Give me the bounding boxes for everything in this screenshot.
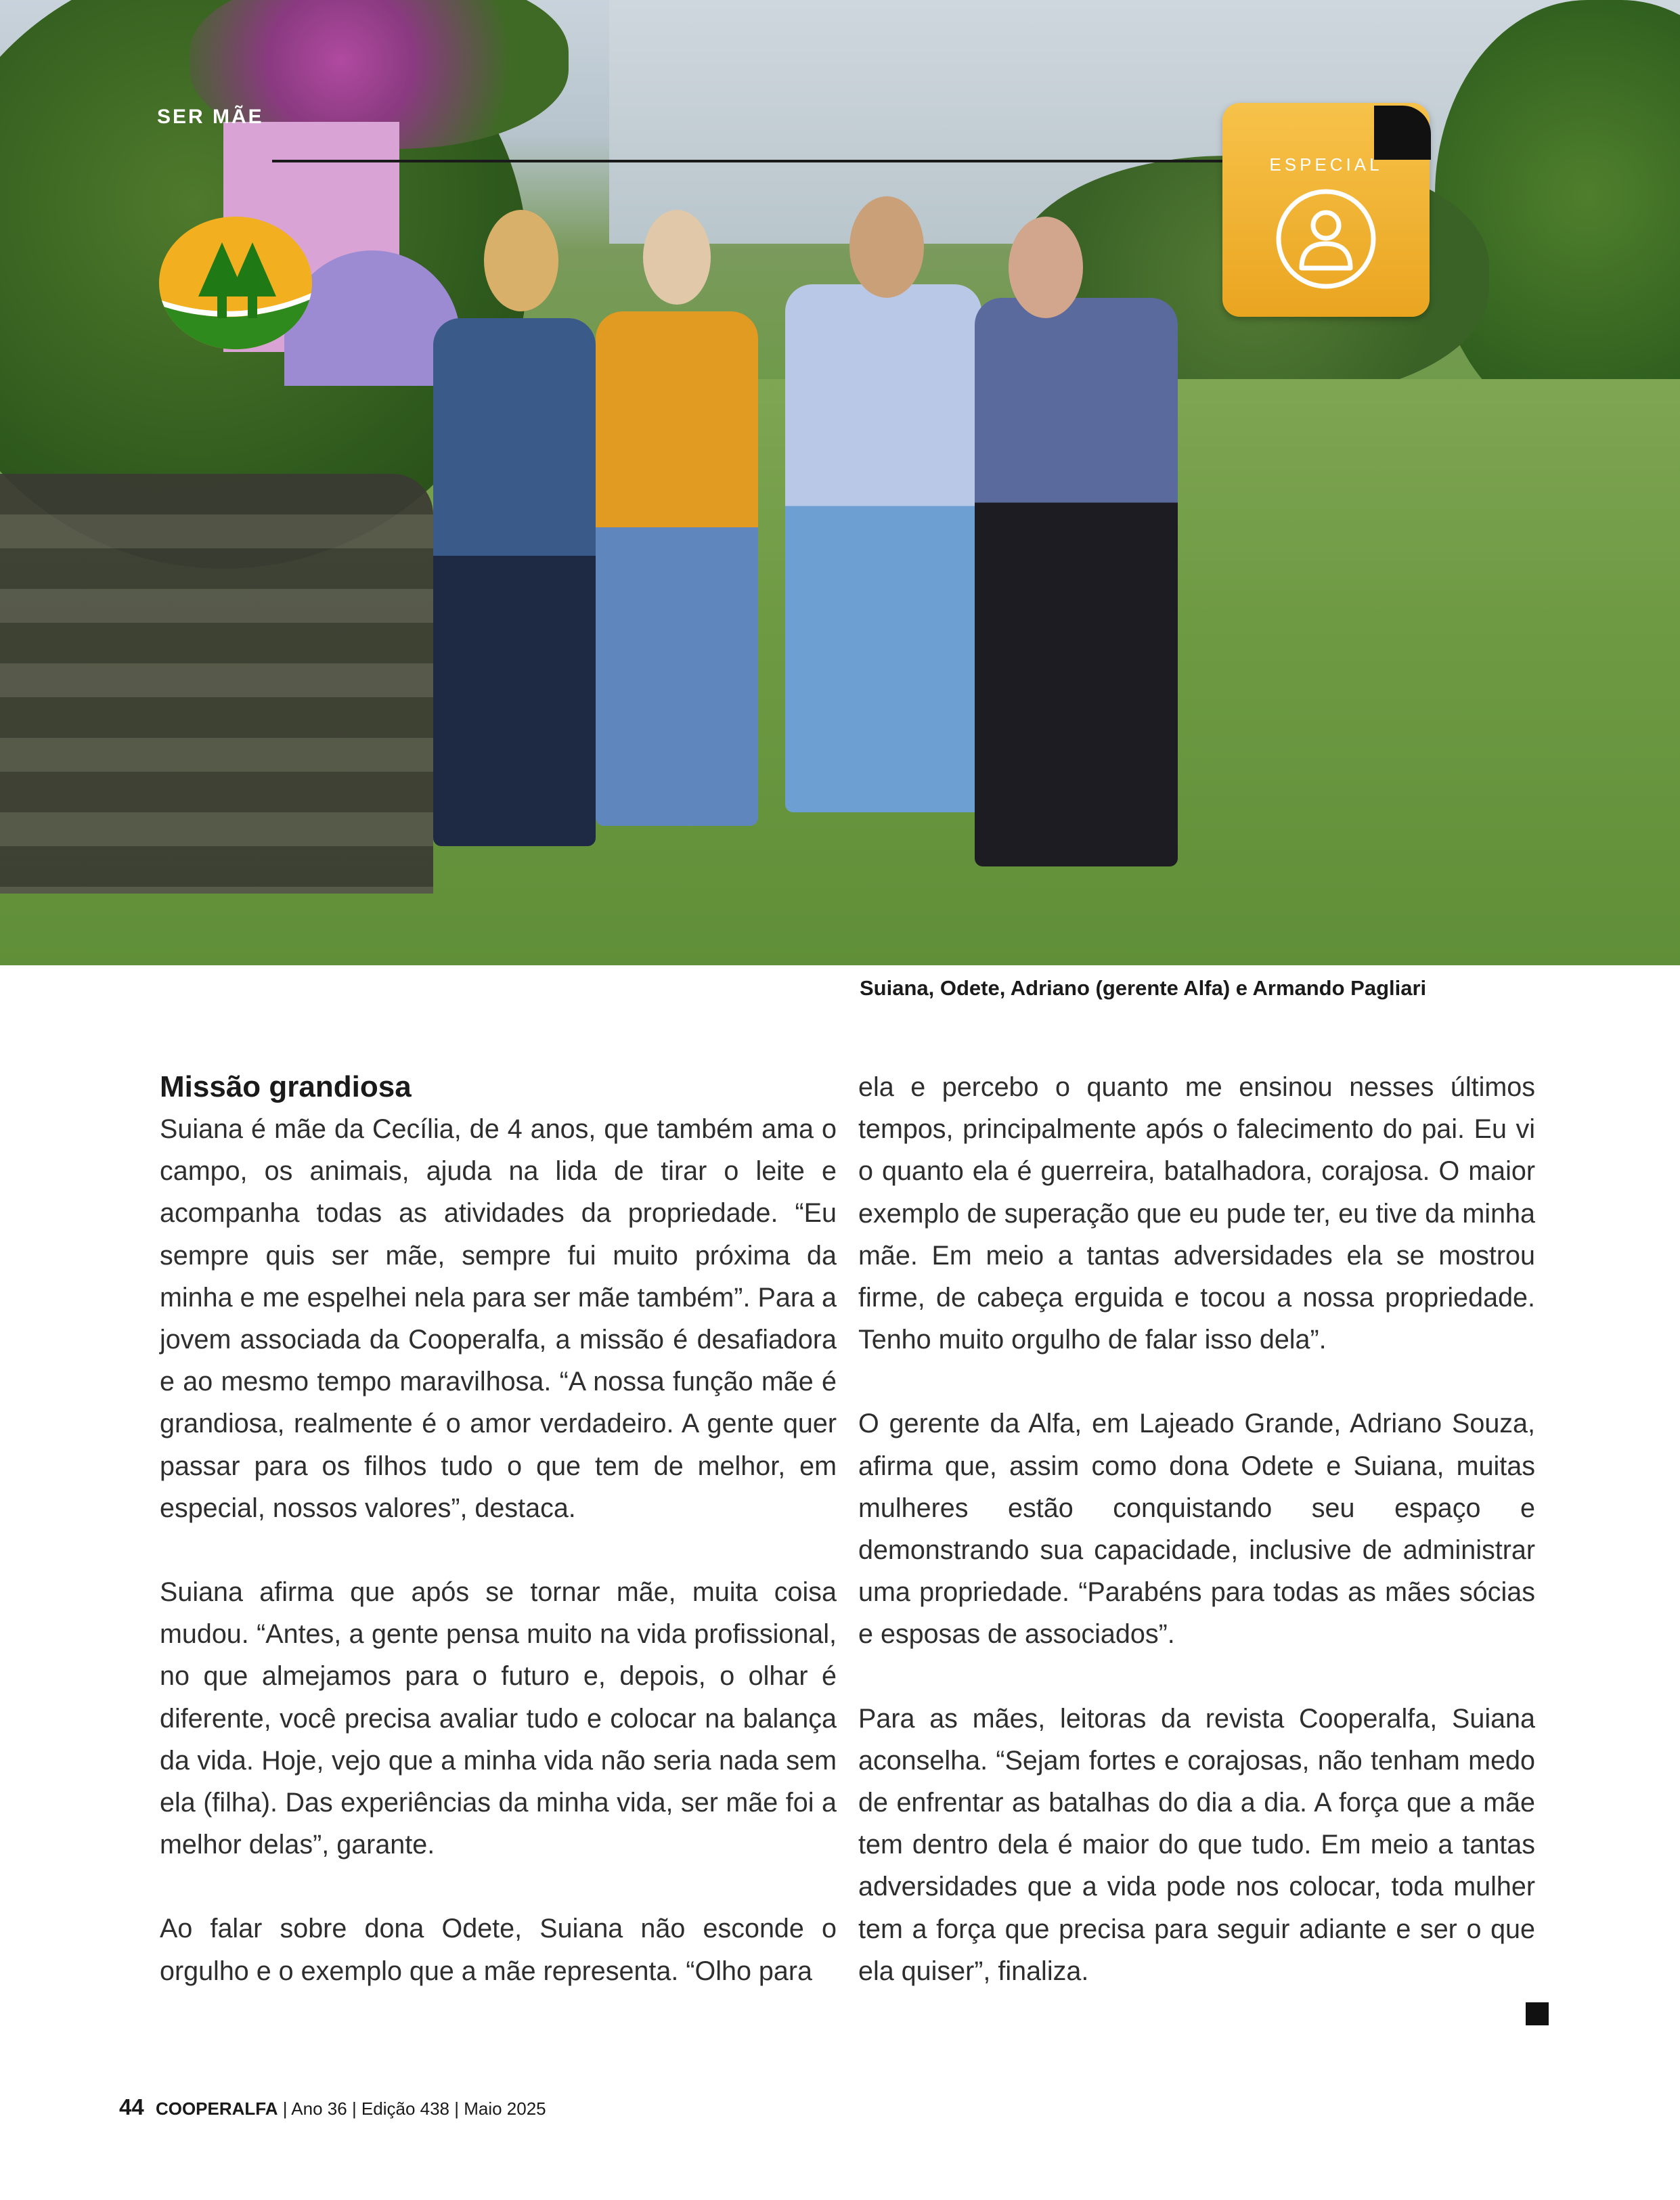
badge-label: ESPECIAL: [1269, 154, 1383, 175]
photo-person-adriano-head: [849, 196, 924, 298]
article-paragraph: Para as mães, leitoras da revista Cooperalfa, Suiana aconselha. “Sejam fortes e corajosas, não tenham medo de enfrentar as batalhas do dia a dia. A força que a mãe tem dentro dela é maior do que tudo. Em meio a tantas adversidades que a vida pode nos colocar, toda mulher tem a força que precisa para seguir adiante e ser o que ela quiser”, finaliza.: [858, 1703, 1535, 1986]
article-column-left: [160, 1066, 837, 1992]
article-column-right: [858, 1066, 1535, 1992]
photo-person-adriano: [785, 284, 981, 812]
cooperalfa-logo-icon: [158, 215, 313, 351]
article-paragraph: Suiana afirma que após se tornar mãe, muita coisa mudou. “Antes, a gente pensa muito na vida profissional, no que almejamos para o futuro e, depois, o olhar é diferente, você precisa avaliar tudo e colocar na balança da vida. Hoje, vejo que a minha vida não seria nada sem ela (filha). Das experiências da minha vida, ser mãe foi a melhor delas”, garante.: [160, 1577, 837, 1860]
article-paragraph: O gerente da Alfa, em Lajeado Grande, Adriano Souza, afirma que, assim como dona Odete e Suiana, muitas mulheres estão conquistando seu espaço e demonstrando sua capacidade, inclusive de administrar uma propriedade. “Parabéns para todas as mães sócias e esposas de associados”.: [858, 1409, 1535, 1650]
page-footer: [119, 2094, 546, 2120]
photo-person-suiana: [433, 318, 596, 846]
photo-person-odete-head: [643, 210, 711, 305]
article-paragraph: Ao falar sobre dona Odete, Suiana não esconde o orgulho e o exemplo que a mãe representa. “Olho para: [160, 1914, 837, 1986]
photo-person-suiana-head: [484, 210, 558, 311]
article-paragraph: ela e percebo o quanto me ensinou nesses últimos tempos, principalmente após o falecimento do pai. Eu vi o quanto ela é guerreira, batalhadora, corajosa. O maior exemplo de superação que eu pude ter, eu tive da minha mãe. Em meio a tantas adversidades ela se mostrou firme, de cabeça erguida e tocou a nossa propriedade. Tenho muito orgulho de falar isso dela”.: [858, 1072, 1535, 1355]
footer-details: | Ano 36 | Edição 438 | Maio 2025: [282, 2098, 546, 2119]
photo-caption: Suiana, Odete, Adriano (gerente Alfa) e Armando Pagliari: [860, 976, 1427, 1000]
article-heading: Missão grandiosa: [160, 1070, 412, 1103]
page-number: 44: [119, 2094, 144, 2119]
article-paragraph: Suiana é mãe da Cecília, de 4 anos, que também ama o campo, os animais, ajuda na lida de tirar o leite e acompanha todas as atividades da propriedade. “Eu sempre quis ser mãe, sempre fui muito próxima da minha e me espelhei nela para ser mãe também”. Para a jovem associada da Cooperalfa, a missão é desafiadora e ao mesmo tempo maravilhosa. “A nossa função mãe é grandiosa, realmente é o amor verdadeiro. A gente quer passar para os filhos tudo o que tem de melhor, em especial, nossos valores”, destaca.: [160, 1114, 837, 1523]
person-icon: [1251, 188, 1401, 290]
photo-person-armando-head: [1009, 217, 1083, 318]
section-label: SER MÃE: [157, 106, 264, 128]
footer-brand: COOPERALFA: [155, 2098, 278, 2119]
photo-tire-wall: [0, 474, 433, 894]
article-end-mark: [1526, 2002, 1549, 2025]
photo-person-odete: [596, 311, 758, 826]
badge-curl: [1374, 106, 1431, 160]
photo-person-armando: [975, 298, 1178, 866]
